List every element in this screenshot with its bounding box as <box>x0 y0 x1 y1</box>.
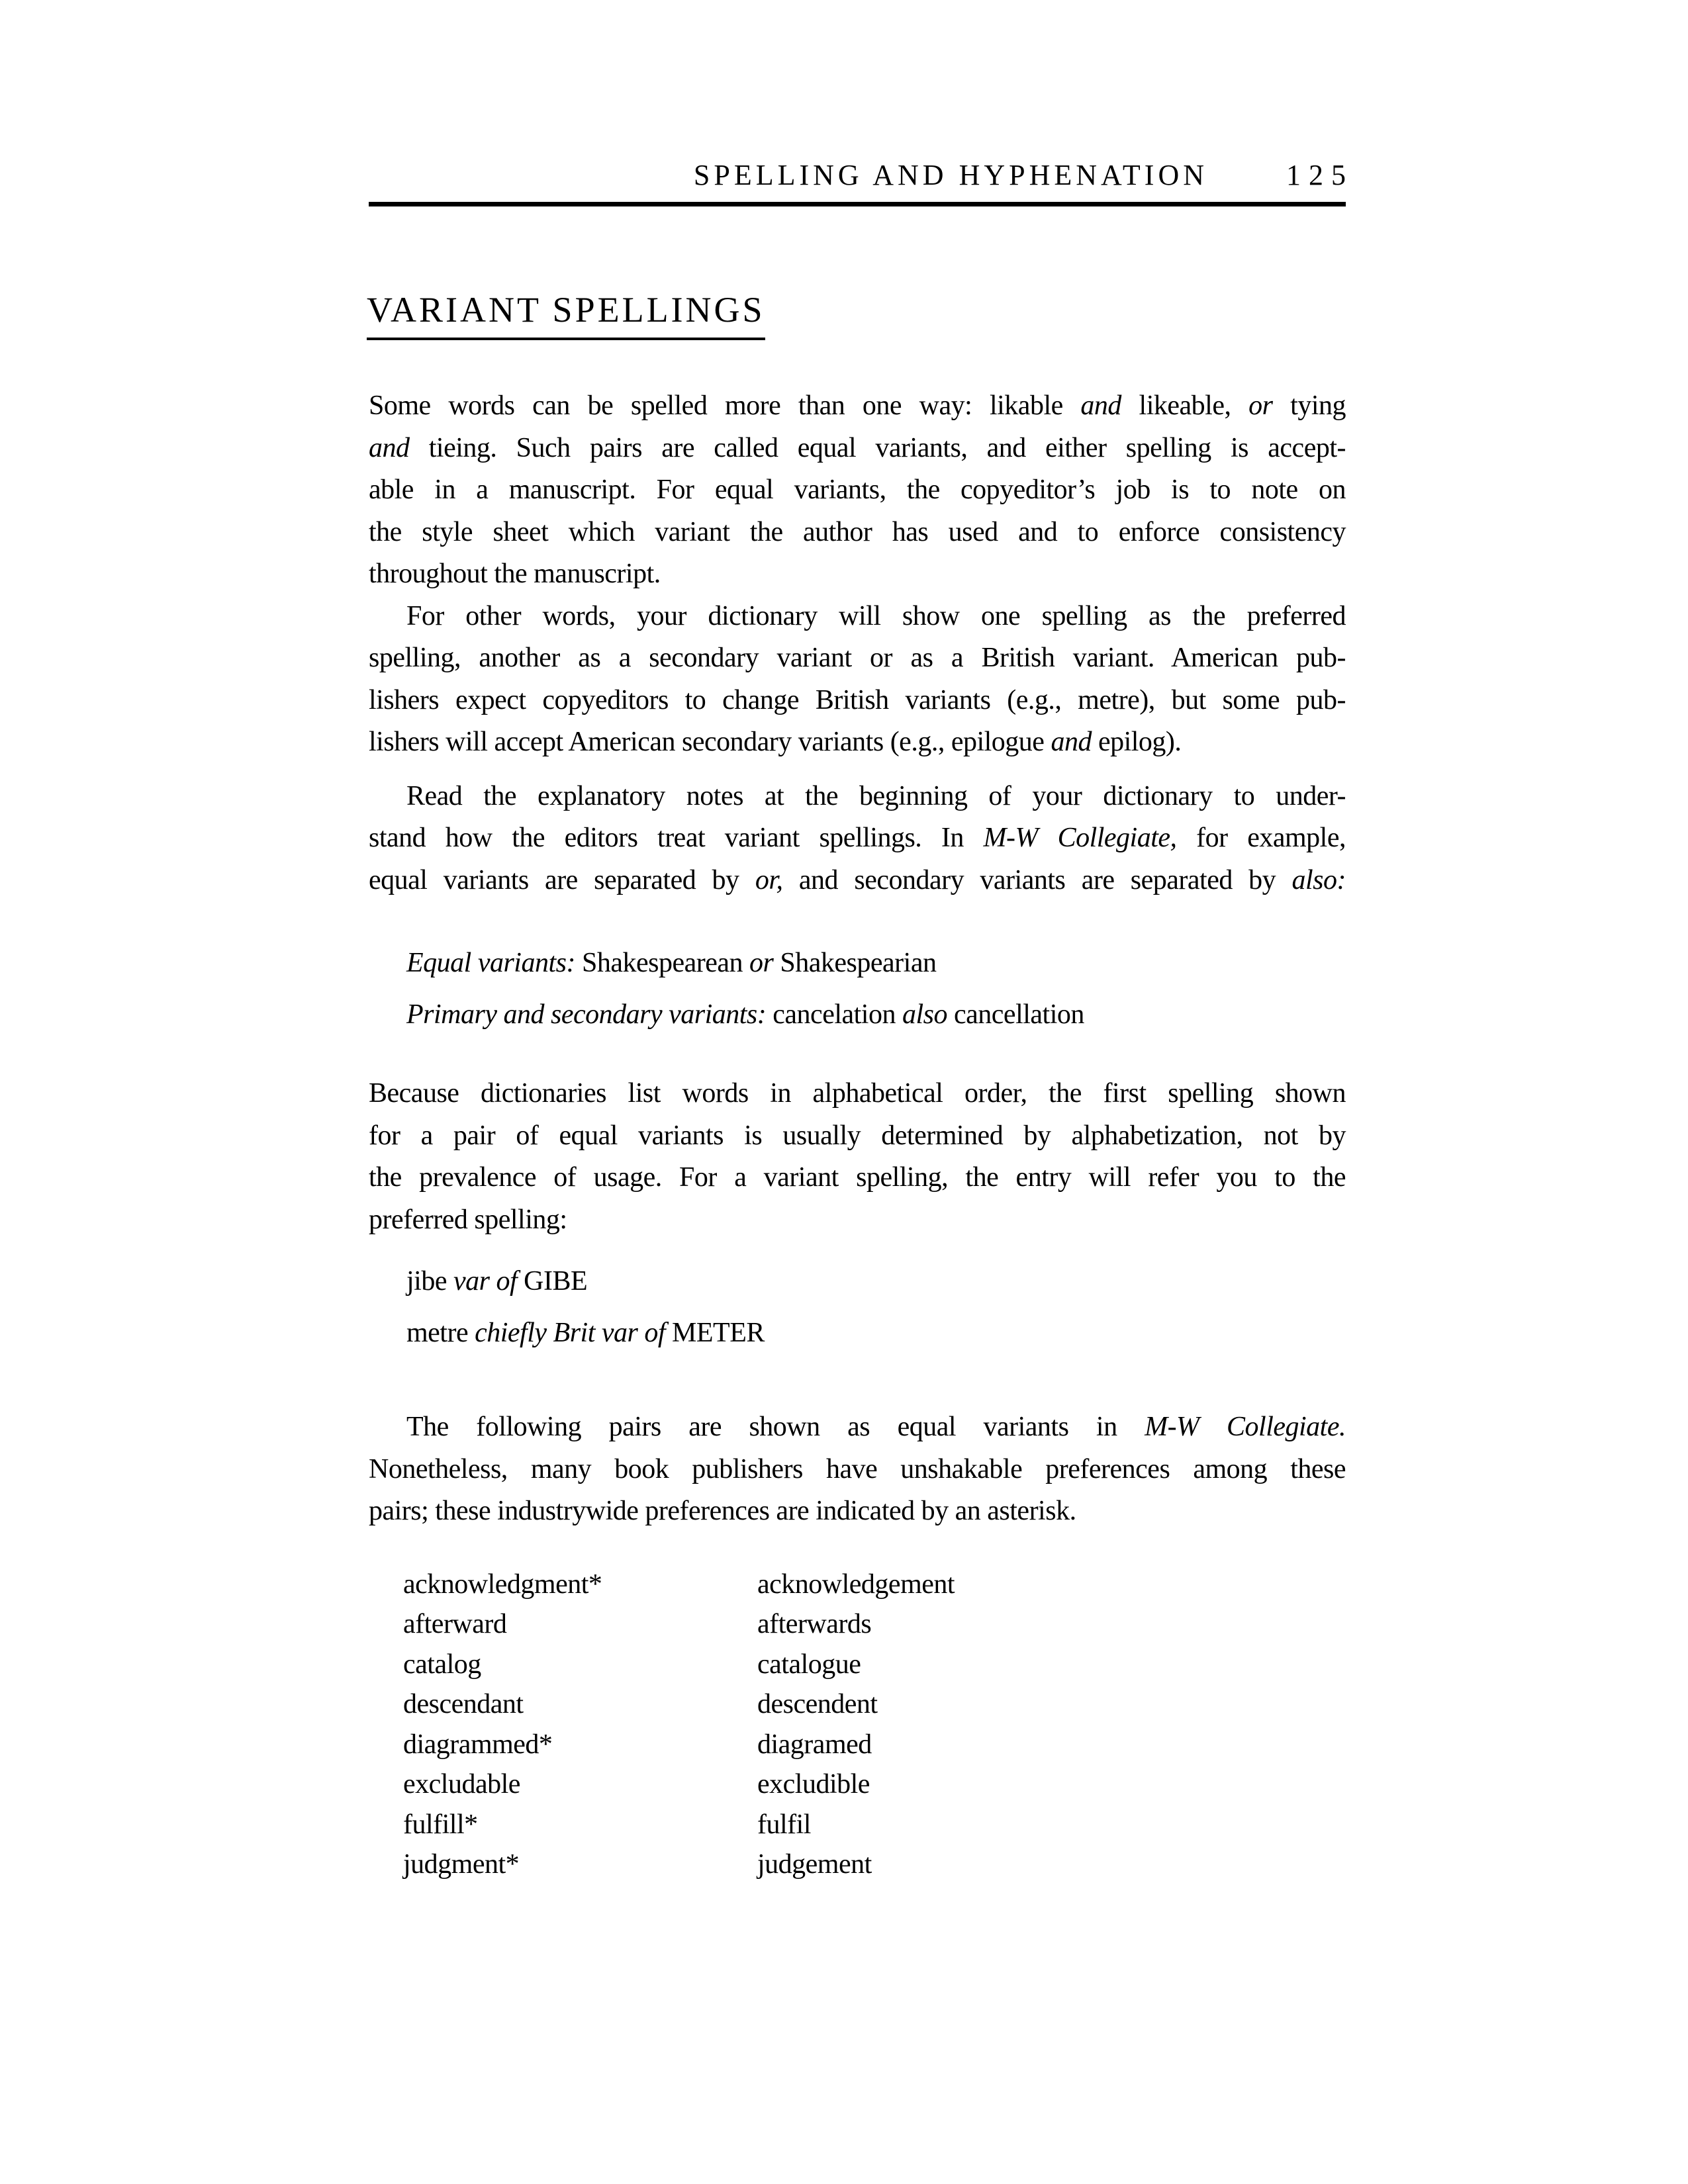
word-pair-row <box>403 1725 1346 1765</box>
running-head <box>369 159 1354 192</box>
preferred-spelling: acknowledgment* <box>403 1569 602 1600</box>
text-line: the prevalence of usage. For a variant spelling, the entry will refer you to the <box>369 1162 1346 1193</box>
paragraph-5 <box>369 1406 1346 1533</box>
preferred-spelling: diagrammed* <box>403 1729 553 1760</box>
word-pair-row <box>403 1684 1346 1725</box>
variant-spelling: acknowledgement <box>757 1569 955 1600</box>
variant-examples <box>369 942 1346 1036</box>
variant-spelling: judgement <box>757 1849 872 1880</box>
text-line: pairs; these industrywide preferences are indicated by an asterisk. <box>369 1496 1076 1526</box>
word-pair-row <box>403 1604 1346 1645</box>
paragraph-4 <box>369 1073 1346 1241</box>
word-pair-row <box>403 1844 1346 1885</box>
example-line: Primary and secondary variants: cancelation also cancellation <box>406 999 1084 1030</box>
preferred-spelling: excludable <box>403 1769 520 1799</box>
text-line: Read the explanatory notes at the beginning of your dictionary to under- <box>406 780 1346 811</box>
text-line: Because dictionaries list words in alphabetical order, the first spelling shown <box>369 1078 1346 1109</box>
example-line: metre chiefly Brit var of METER <box>406 1317 765 1348</box>
equal-variant-pairs <box>369 1565 1346 1885</box>
variant-spelling: catalogue <box>757 1649 861 1680</box>
word-pair-row <box>403 1565 1346 1605</box>
text-line: Nonetheless, many book publishers have unshakable preferences among these <box>369 1453 1346 1484</box>
text-line: Some words can be spelled more than one way: likable and likeable, or tying <box>369 390 1346 421</box>
text-line: preferred spelling: <box>369 1204 567 1235</box>
preferred-spelling: judgment* <box>403 1849 520 1880</box>
text-line: throughout the manuscript. <box>369 559 661 589</box>
text-line: the style sheet which variant the author has used and to enforce consistency <box>369 516 1346 547</box>
variant-spelling: diagramed <box>757 1729 872 1760</box>
body-text <box>369 385 1346 1885</box>
variant-spelling: excludible <box>757 1769 870 1799</box>
text-line: for a pair of equal variants is usually determined by alphabetization, not by <box>369 1120 1346 1151</box>
word-pair-row <box>403 1645 1346 1685</box>
header-rule <box>369 202 1346 206</box>
preferred-spelling: catalog <box>403 1649 481 1680</box>
text-line: spelling, another as a secondary variant or as a British variant. American pub- <box>369 643 1346 673</box>
section-heading: VARIANT SPELLINGS <box>367 291 765 340</box>
text-line: equal variants are separated by or, and secondary variants are separated by also: <box>369 864 1346 895</box>
text-line: lishers will accept American secondary variants (e.g., epilogue and epilog). <box>369 727 1182 757</box>
variant-spelling: afterwards <box>757 1609 872 1639</box>
variant-spelling: descendent <box>757 1689 878 1719</box>
text-line: The following pairs are shown as equal variants in M-W Collegiate. <box>406 1412 1346 1442</box>
paragraph-2 <box>369 596 1346 764</box>
variant-spelling: fulfil <box>757 1809 811 1840</box>
preferred-spelling: fulfill* <box>403 1809 478 1840</box>
running-head-title: SPELLING AND HYPHENATION <box>693 159 1208 191</box>
word-pair-row <box>403 1805 1346 1845</box>
preferred-spelling: afterward <box>403 1609 507 1639</box>
word-pair-row <box>403 1764 1346 1805</box>
example-line: Equal variants: Shakespearean or Shakespearian <box>406 948 937 978</box>
text-line: able in a manuscript. For equal variants, the copyeditor’s job is to note on <box>369 475 1346 505</box>
dictionary-entry-examples <box>369 1261 1346 1354</box>
text-line: lishers expect copyeditors to change British variants (e.g., metre), but some pub- <box>369 684 1346 715</box>
example-line: jibe var of GIBE <box>406 1266 588 1297</box>
page-number: 125 <box>1286 159 1354 191</box>
paragraph-1 <box>369 385 1346 596</box>
paragraph-3 <box>369 776 1346 902</box>
text-line: stand how the editors treat variant spellings. In M-W Collegiate, for example, <box>369 823 1346 853</box>
preferred-spelling: descendant <box>403 1689 524 1719</box>
text-line: and tieing. Such pairs are called equal variants, and either spelling is accept- <box>369 432 1346 463</box>
text-line: For other words, your dictionary will show one spelling as the preferred <box>406 600 1346 631</box>
